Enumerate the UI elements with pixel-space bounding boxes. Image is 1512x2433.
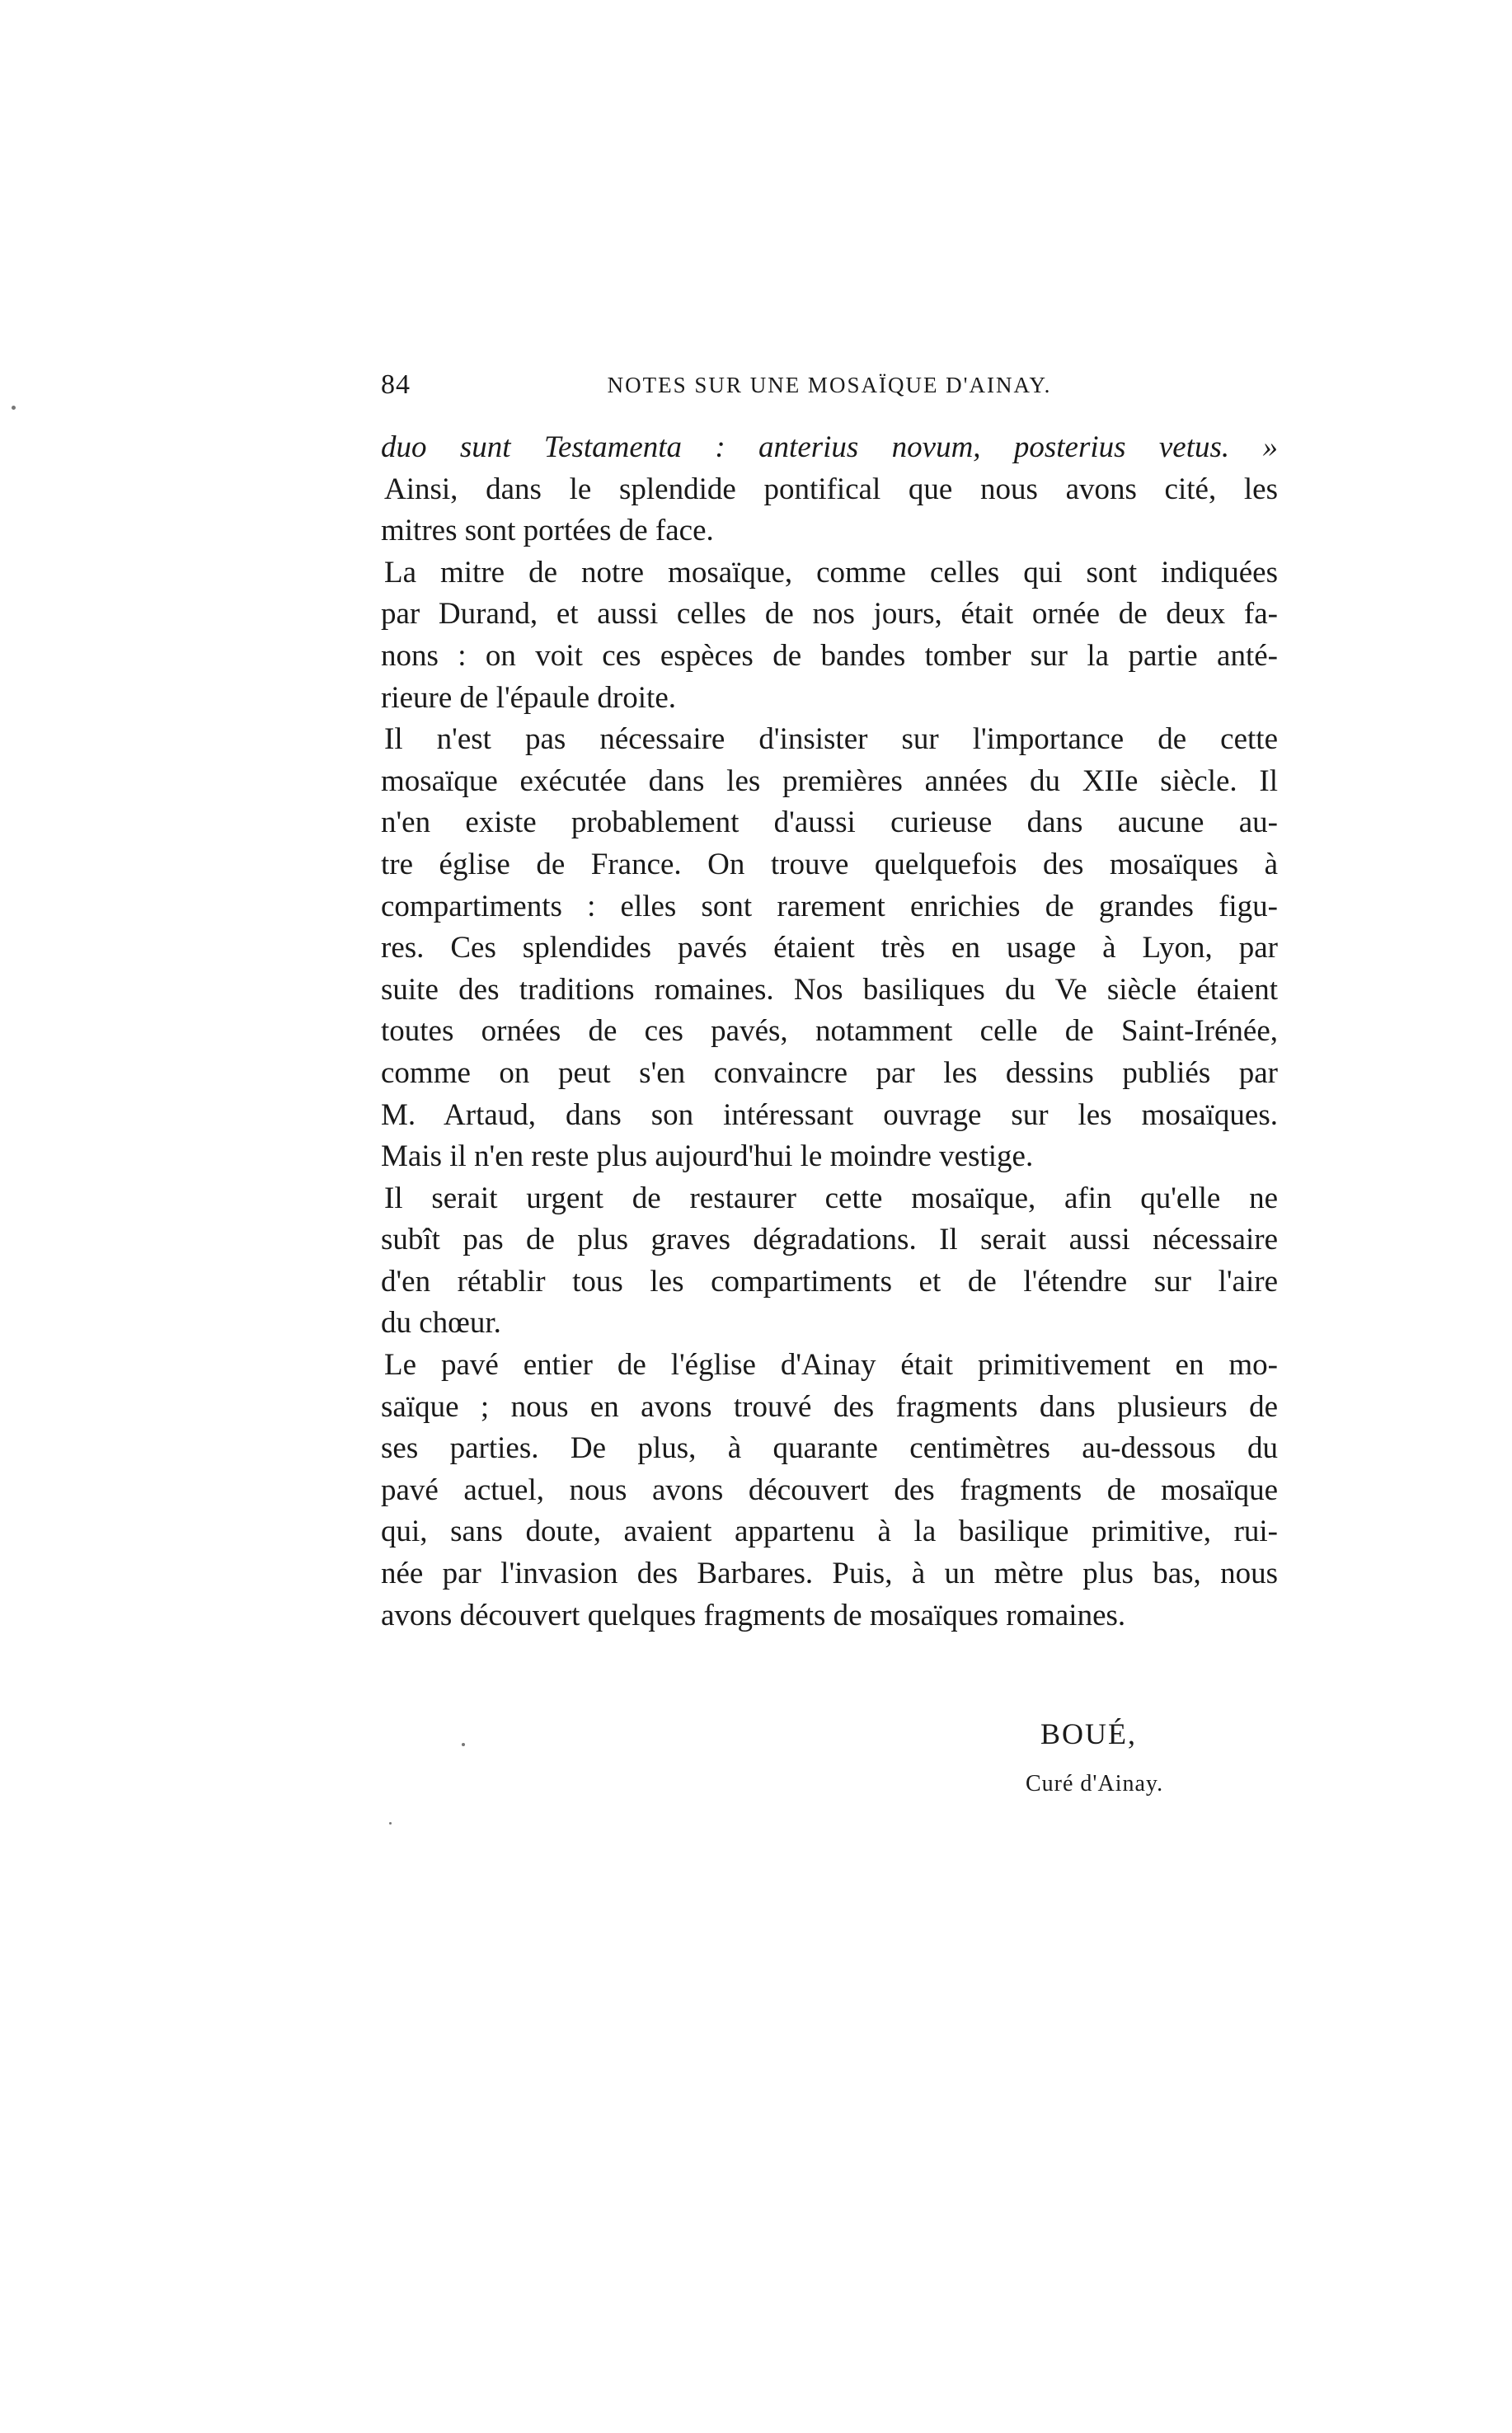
text-line-14: suite des traditions romaines. Nos basiliques du Ve siècle étaient [381,972,1278,1007]
text-line-1: duo sunt Testamenta : anterius novum, posterius vetus. » [381,430,1278,464]
signature-title: Curé d'Ainay. [1026,1771,1164,1797]
text-line-19: Il serait urgent de restaurer cette mosaïque, afin qu'elle ne [384,1181,1278,1215]
text-line-25: ses parties. De plus, à quarante centimètres au-dessous du [381,1431,1278,1466]
text-line-28: née par l'invasion des Barbares. Puis, à un mètre plus bas, nous [381,1557,1278,1591]
text-line-8: Il n'est pas nécessaire d'insister sur l'importance de cette [384,722,1278,757]
text-line-13: res. Ces splendides pavés étaient très en usage à Lyon, par [381,931,1278,965]
text-line-9: mosaïque exécutée dans les premières années du XIIe siècle. Il [381,763,1278,798]
text-line-7: rieure de l'épaule droite. [381,680,676,715]
text-line-17: M. Artaud, dans son intéressant ouvrage sur les mosaïques. [381,1097,1278,1132]
text-line-24: saïque ; nous en avons trouvé des fragments dans plusieurs de [381,1389,1278,1424]
text-line-29: avons découvert quelques fragments de mosaïques romaines. [381,1598,1126,1632]
signature-name: BOUÉ, [1040,1717,1137,1750]
text-line-16: comme on peut s'en convaincre par les dessins publiés par [381,1055,1278,1090]
scan-speck [462,1743,465,1746]
text-line-26: pavé actuel, nous avons découvert des fragments de mosaïque [381,1472,1278,1507]
text-line-20: subît pas de plus graves dégradations. Il serait aussi nécessaire [381,1223,1278,1257]
text-line-18: Mais il n'en reste plus aujourd'hui le moindre vestige. [381,1139,1034,1174]
running-title: NOTES SUR UNE MOSAÏQUE D'AINAY. [607,373,1052,397]
text-line-12: compartiments : elles sont rarement enrichies de grandes figu- [381,889,1278,923]
text-line-11: tre église de France. On trouve quelquefois des mosaïques à [381,847,1278,881]
text-line-2: Ainsi, dans le splendide pontifical que nous avons cité, les [384,472,1278,506]
text-line-3: mitres sont portées de face. [381,514,714,548]
text-line-4: La mitre de notre mosaïque, comme celles qui sont indiquées [384,555,1278,589]
text-line-5: par Durand, et aussi celles de nos jours, était ornée de deux fa- [381,597,1278,632]
text-line-27: qui, sans doute, avaient appartenu à la basilique primitive, rui- [381,1515,1278,1549]
page-number: 84 [381,369,411,400]
text-line-21: d'en rétablir tous les compartiments et de l'étendre sur l'aire [381,1264,1278,1299]
text-line-22: du chœur. [381,1306,501,1341]
scan-speck [12,406,16,410]
running-head [381,369,1278,419]
scan-speck [389,1822,392,1825]
text-line-15: toutes ornées de ces pavés, notamment celle de Saint-Irénée, [381,1014,1278,1049]
text-line-6: nons : on voit ces espèces de bandes tomber sur la partie anté- [381,638,1278,673]
body-text [381,427,1278,1637]
text-line-23: Le pavé entier de l'église d'Ainay était primitivement en mo- [384,1348,1278,1383]
text-line-10: n'en existe probablement d'aussi curieuse dans aucune au- [381,806,1278,840]
